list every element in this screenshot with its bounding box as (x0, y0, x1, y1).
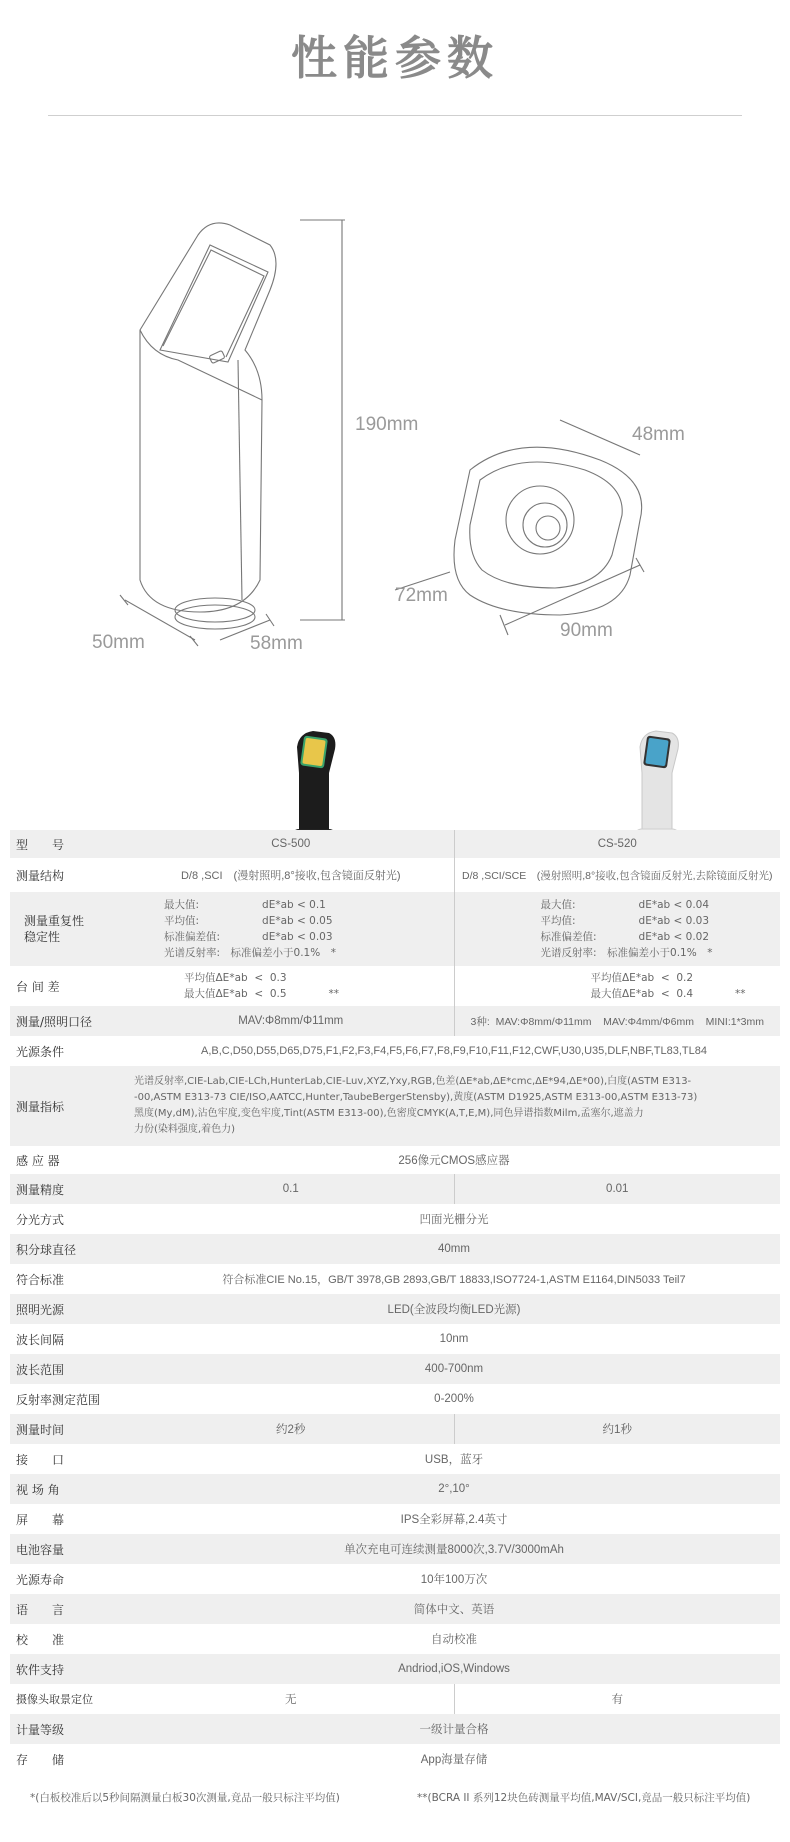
table-row (10, 1564, 780, 1594)
title-divider (48, 115, 742, 116)
table-row (10, 830, 780, 858)
row-label: 摄像头取景定位 (10, 1684, 128, 1714)
table-row (10, 1714, 780, 1744)
row-label: 光源条件 (10, 1036, 128, 1066)
footnote-left: *(白板校准后以5秒间隔测量白板30次测量,竟品一般只标注平均值) (30, 1792, 340, 1804)
row-value-left: 约2秒 (128, 1414, 454, 1444)
row-value: A,B,C,D50,D55,D65,D75,F1,F2,F3,F4,F5,F6,F7,F8,F9,F10,F11,F12,CWF,U30,U35,DLF,NBF,TL83,TL84 (128, 1036, 780, 1066)
table-row (10, 1504, 780, 1534)
table-row (10, 1414, 780, 1444)
row-value: 10nm (128, 1324, 780, 1354)
spec-table (10, 830, 780, 1774)
row-value: 10年100万次 (128, 1564, 780, 1594)
row-value-left: 无 (128, 1684, 454, 1714)
row-label: 测量结构 (10, 858, 128, 892)
row-label: 台 间 差 (10, 966, 128, 1006)
row-value: LED(全波段均衡LED光源) (128, 1294, 780, 1324)
row-label: 接 口 (10, 1444, 128, 1474)
row-label: 测量时间 (10, 1414, 128, 1444)
table-row (10, 1534, 780, 1564)
table-row (10, 1744, 780, 1774)
row-value-right: 约1秒 (454, 1414, 780, 1444)
row-value-right: 0.01 (454, 1174, 780, 1204)
table-row (10, 1006, 780, 1036)
table-row (10, 1624, 780, 1654)
row-label: 照明光源 (10, 1294, 128, 1324)
row-label: 测量指标 (10, 1066, 128, 1146)
row-label: 计量等级 (10, 1714, 128, 1744)
row-value-left (128, 892, 454, 966)
table-row (10, 1036, 780, 1066)
table-row (10, 1684, 780, 1714)
model-right: CS-520 (454, 830, 780, 858)
dimension-height: 190mm (355, 414, 419, 435)
row-label: 波长间隔 (10, 1324, 128, 1354)
row-value-left (128, 966, 454, 1006)
row-value: 自动校准 (128, 1624, 780, 1654)
row-value: App海量存储 (128, 1744, 780, 1774)
row-label: 电池容量 (10, 1534, 128, 1564)
row-label: 波长范围 (10, 1354, 128, 1384)
dimension-drawing (0, 120, 790, 660)
row-value: 400-700nm (128, 1354, 780, 1384)
dimension-base-length: 90mm (560, 620, 613, 641)
row-label: 感 应 器 (10, 1146, 128, 1174)
row-value: 40mm (128, 1234, 780, 1264)
table-row (10, 1234, 780, 1264)
table-row (10, 1174, 780, 1204)
table-row (10, 892, 780, 966)
device-screen-outline (160, 245, 268, 362)
dimension-base-depth: 72mm (395, 585, 448, 606)
row-label: 语 言 (10, 1594, 128, 1624)
row-label: 反射率测定范围 (10, 1384, 128, 1414)
inter-instrument-right: 平均值ΔE*ab < 0.2 最大值ΔE*ab < 0.4 ** (590, 972, 746, 1000)
row-value: 单次充电可连续测量8000次,3.7V/3000mAh (128, 1534, 780, 1564)
model-left: CS-500 (128, 830, 454, 858)
measurement-indices: 光谱反射率,CIE-Lab,CIE-LCh,HunterLab,CIE-Luv,XYZ,Yxy,RGB,色差(ΔE*ab,ΔE*cmc,ΔE*94,ΔE*00),白度(ASTM E313- -00,ASTM E313-73 CIE/ISO,AATCC,Hunter,TaubeBergerStensby),黄度(ASTM D1925,ASTM E313-00,ASTM E313-73) 黑度(My,dM),沾色牢度,变色牢度,Tint(ASTM E313-00),色密度CMYK(A,T,E,M),同色异谱指数Milm,孟塞尔,遮盖力 力份(染料强度,着色力) (134, 1076, 698, 1135)
table-row (10, 858, 780, 892)
device-outline (140, 223, 276, 612)
repeatability-left: 最大值: dE*ab < 0.1 平均值: dE*ab < 0.05 标准偏差值: dE*ab < 0.03 光谱反射率: 标准偏差小于0.1% * (164, 899, 336, 959)
row-label: 测量重复性 稳定性 (10, 892, 128, 966)
repeatability-right: 最大值: dE*ab < 0.04 平均值: dE*ab < 0.03 标准偏差值: dE*ab < 0.02 光谱反射率: 标准偏差小于0.1% * (540, 899, 713, 959)
dimension-depth: 58mm (250, 633, 303, 654)
row-label: 校 准 (10, 1624, 128, 1654)
row-value-right (454, 892, 780, 966)
row-value: Andriod,iOS,Windows (128, 1654, 780, 1684)
row-label: 型 号 (10, 830, 128, 858)
row-label: 分光方式 (10, 1204, 128, 1234)
table-row (10, 1654, 780, 1684)
row-value-right: 3种: MAV:Φ8mm/Φ11mm MAV:Φ4mm/Φ6mm MINI:1*3mm (454, 1006, 780, 1036)
row-label: 光源寿命 (10, 1564, 128, 1594)
row-value: 256像元CMOS感应器 (128, 1146, 780, 1174)
inter-instrument-left: 平均值ΔE*ab < 0.3 最大值ΔE*ab < 0.5 ** (184, 972, 340, 1000)
table-row (10, 1146, 780, 1174)
table-row (10, 1444, 780, 1474)
dimension-base-width: 48mm (632, 424, 685, 445)
row-label: 测量精度 (10, 1174, 128, 1204)
row-value: IPS全彩屏幕,2.4英寸 (128, 1504, 780, 1534)
dimension-width: 50mm (92, 632, 145, 653)
row-value: 2°,10° (128, 1474, 780, 1504)
row-value: USB，蓝牙 (128, 1444, 780, 1474)
row-label: 测量/照明口径 (10, 1006, 128, 1036)
row-value (128, 1066, 780, 1146)
table-row (10, 1264, 780, 1294)
row-value: 凹面光栅分光 (128, 1204, 780, 1234)
row-label: 符合标准 (10, 1264, 128, 1294)
row-label: 存 储 (10, 1744, 128, 1774)
table-row (10, 1474, 780, 1504)
table-row (10, 966, 780, 1006)
table-row (10, 1294, 780, 1324)
row-value-right: D/8 ,SCI/SCE (漫射照明,8°接收,包含镜面反射光,去除镜面反射光) (454, 858, 780, 892)
table-row (10, 1384, 780, 1414)
table-row (10, 1324, 780, 1354)
row-value: 0-200% (128, 1384, 780, 1414)
row-value: 符合标准CIE No.15，GB/T 3978,GB 2893,GB/T 18833,ISO7724-1,ASTM E1164,DIN5033 Teil7 (128, 1264, 780, 1294)
table-row (10, 1594, 780, 1624)
page-title: 性能参数 (291, 31, 499, 85)
row-label: 视 场 角 (10, 1474, 128, 1504)
row-value: 一级计量合格 (128, 1714, 780, 1744)
table-row (10, 1066, 780, 1146)
row-label: 屏 幕 (10, 1504, 128, 1534)
base-outline (454, 447, 642, 615)
row-label: 软件支持 (10, 1654, 128, 1684)
row-value-left: 0.1 (128, 1174, 454, 1204)
table-row (10, 1204, 780, 1234)
row-value-right (454, 966, 780, 1006)
row-value-left: MAV:Φ8mm/Φ11mm (128, 1006, 454, 1036)
row-value-left: D/8 ,SCI (漫射照明,8°接收,包含镜面反射光) (128, 858, 454, 892)
row-value-right: 有 (454, 1684, 780, 1714)
table-row (10, 1354, 780, 1384)
row-value: 简体中文、英语 (128, 1594, 780, 1624)
footnote-right: **(BCRA II 系列12块色砖测量平均值,MAV/SCI,竟品一般只标注平均值) (417, 1792, 751, 1804)
row-label: 积分球直径 (10, 1234, 128, 1264)
